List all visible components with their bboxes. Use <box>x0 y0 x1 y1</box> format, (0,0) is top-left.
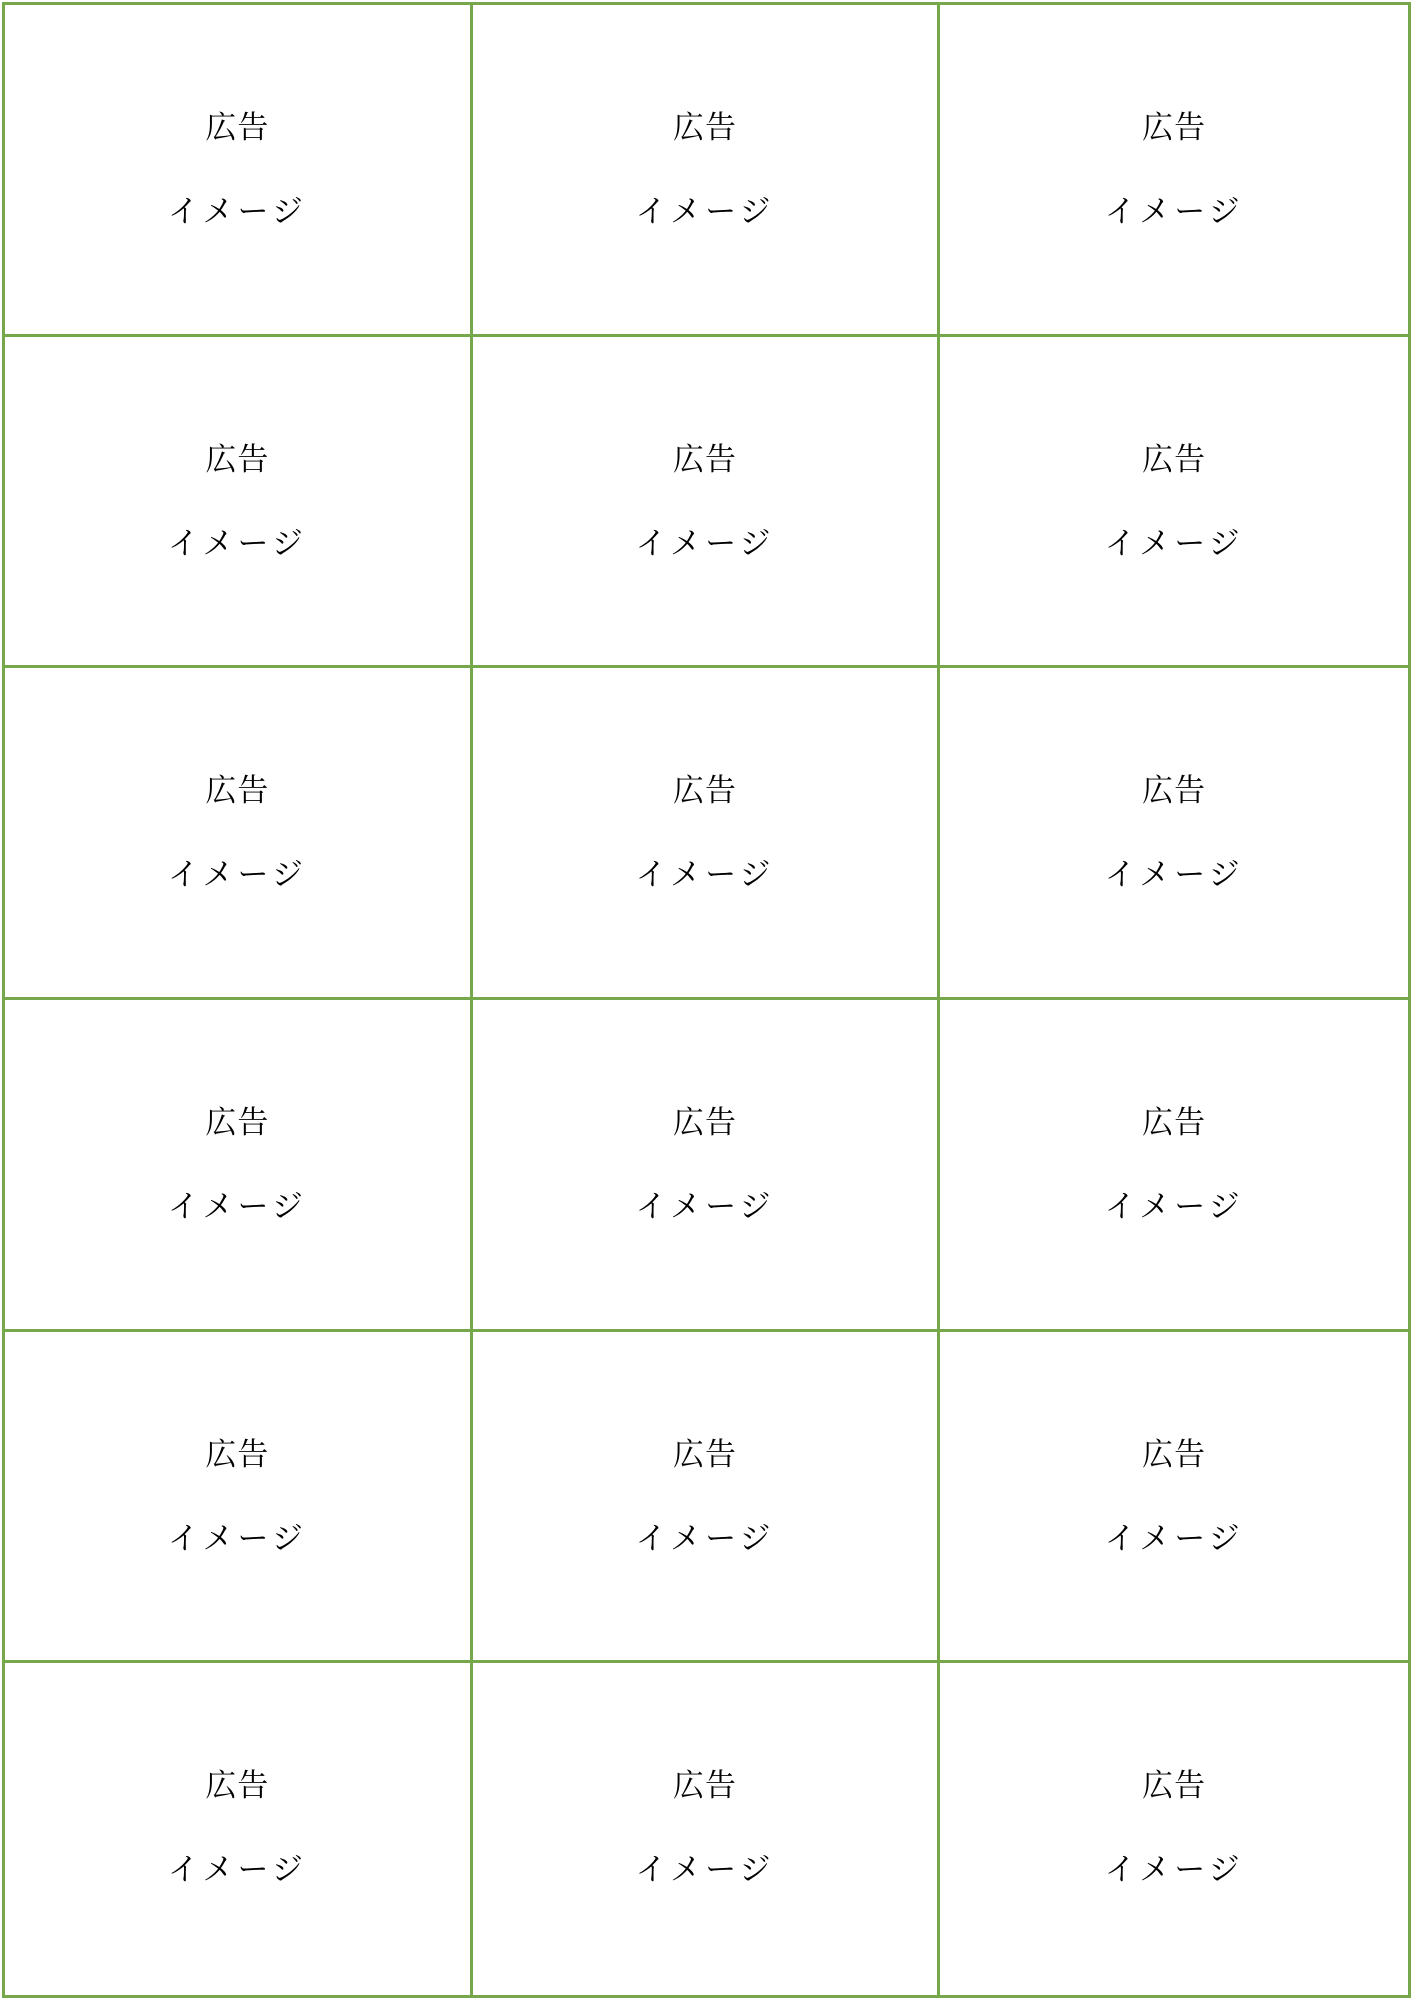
image-label: イメージ <box>1104 194 1244 230</box>
ad-label: 広告 <box>205 773 270 810</box>
image-label: イメージ <box>167 1188 307 1225</box>
image-label: イメージ <box>167 1520 307 1557</box>
ad-card <box>940 1332 1408 1664</box>
ad-card <box>940 668 1408 1000</box>
ad-label: 広告 <box>672 1768 737 1805</box>
ad-card <box>5 1332 473 1664</box>
ad-grid <box>5 5 1408 1995</box>
image-label: イメージ <box>167 525 307 562</box>
image-label: イメージ <box>167 857 307 894</box>
ad-label: 広告 <box>205 1436 270 1473</box>
ad-label: 広告 <box>672 773 737 810</box>
ad-label: 広告 <box>1142 1436 1207 1473</box>
ad-label: 広告 <box>672 110 737 146</box>
image-label: イメージ <box>1104 1188 1244 1225</box>
ad-label: 広告 <box>1142 1104 1207 1141</box>
image-label: イメージ <box>635 525 775 562</box>
ad-label: 広告 <box>205 1104 270 1141</box>
ad-card <box>5 337 473 669</box>
ad-label: 広告 <box>672 1436 737 1473</box>
image-label: イメージ <box>635 857 775 894</box>
ad-card <box>5 668 473 1000</box>
ad-card <box>940 1000 1408 1332</box>
ad-card <box>473 1663 941 1995</box>
ad-label: 広告 <box>1142 773 1207 810</box>
ad-label: 広告 <box>672 441 737 478</box>
image-label: イメージ <box>1104 1852 1244 1889</box>
image-label: イメージ <box>167 1852 307 1889</box>
image-label: イメージ <box>1104 525 1244 562</box>
ad-card <box>473 1000 941 1332</box>
ad-label: 広告 <box>205 441 270 478</box>
ad-card <box>473 1332 941 1664</box>
ad-label: 広告 <box>205 110 270 146</box>
image-label: イメージ <box>635 1188 775 1225</box>
ad-card <box>940 5 1408 337</box>
ad-label: 広告 <box>1142 1768 1207 1805</box>
image-label: イメージ <box>167 194 307 230</box>
ad-label: 広告 <box>1142 441 1207 478</box>
image-label: イメージ <box>635 1852 775 1889</box>
image-label: イメージ <box>635 1520 775 1557</box>
ad-sheet <box>2 2 1411 1998</box>
ad-card <box>473 337 941 669</box>
ad-card <box>940 1663 1408 1995</box>
ad-label: 広告 <box>1142 110 1207 146</box>
ad-card <box>473 668 941 1000</box>
ad-card <box>5 1000 473 1332</box>
ad-card <box>5 1663 473 1995</box>
ad-card <box>940 337 1408 669</box>
ad-card <box>5 5 473 337</box>
ad-label: 広告 <box>672 1104 737 1141</box>
image-label: イメージ <box>1104 857 1244 894</box>
ad-card <box>473 5 941 337</box>
image-label: イメージ <box>1104 1520 1244 1557</box>
ad-label: 広告 <box>205 1768 270 1805</box>
image-label: イメージ <box>635 194 775 230</box>
